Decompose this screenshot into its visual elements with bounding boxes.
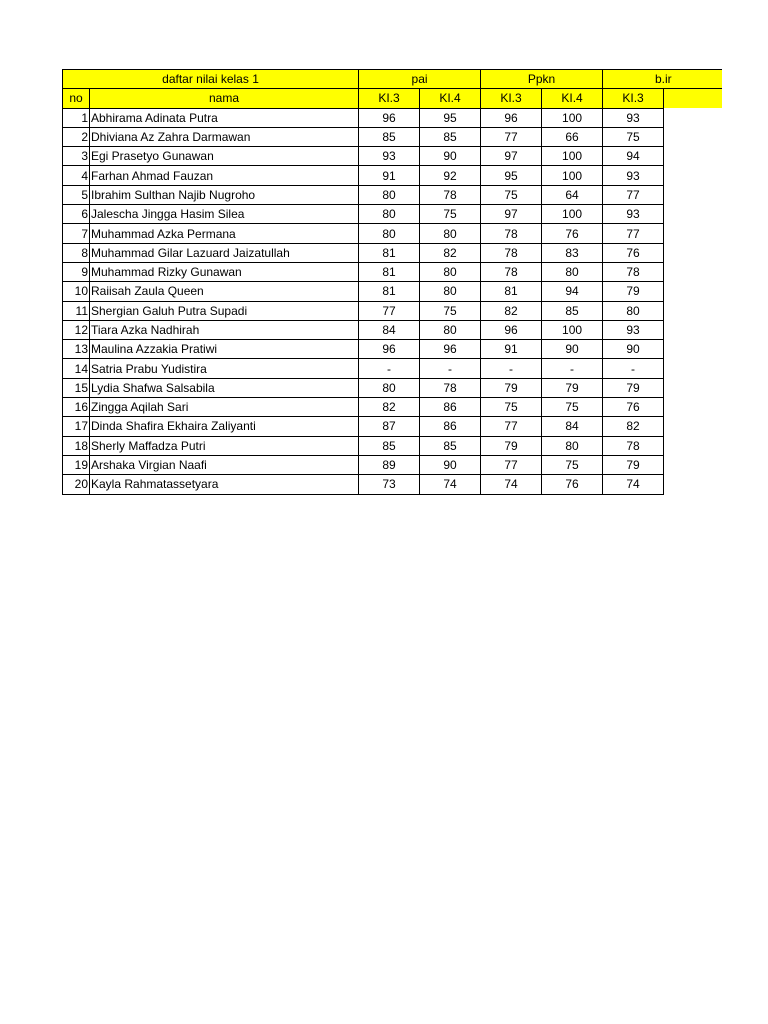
cell-ppkn-ki3[interactable]: 95 — [481, 166, 542, 185]
cell-pai-ki4[interactable]: 80 — [420, 262, 481, 281]
cell-ppkn-ki4[interactable]: 76 — [542, 224, 603, 243]
cell-pai-ki3[interactable]: 80 — [359, 224, 420, 243]
cell-no[interactable]: 13 — [63, 340, 90, 359]
cell-nama[interactable]: Jalescha Jingga Hasim Silea — [90, 205, 359, 224]
cell-no[interactable]: 9 — [63, 262, 90, 281]
cell-bi-ki3[interactable]: 80 — [603, 301, 664, 320]
cell-no[interactable]: 5 — [63, 185, 90, 204]
cell-nama[interactable]: Tiara Azka Nadhirah — [90, 320, 359, 339]
table-row — [63, 224, 723, 243]
cell-ppkn-ki3[interactable]: 77 — [481, 127, 542, 146]
cell-pai-ki3[interactable]: 81 — [359, 282, 420, 301]
cell-no[interactable]: 14 — [63, 359, 90, 378]
cell-nama[interactable]: Zingga Aqilah Sari — [90, 398, 359, 417]
cell-ppkn-ki4[interactable]: 80 — [542, 262, 603, 281]
cell-pai-ki4[interactable]: 96 — [420, 340, 481, 359]
cell-nama[interactable]: Muhammad Azka Permana — [90, 224, 359, 243]
cell-pai-ki4[interactable]: 78 — [420, 378, 481, 397]
cell-ppkn-ki4[interactable]: 100 — [542, 320, 603, 339]
cell-ppkn-ki3[interactable]: 79 — [481, 436, 542, 455]
cell-pai-ki3[interactable]: 85 — [359, 127, 420, 146]
cell-bi-ki3[interactable]: 79 — [603, 455, 664, 474]
cell-bi-ki3[interactable]: 77 — [603, 185, 664, 204]
cell-ppkn-ki4[interactable]: 75 — [542, 398, 603, 417]
table-row — [63, 166, 723, 185]
cell-nama[interactable]: Dhiviana Az Zahra Darmawan — [90, 127, 359, 146]
grade-sheet — [62, 69, 722, 497]
cell-pai-ki4[interactable]: 74 — [420, 475, 481, 494]
cell-no[interactable]: 4 — [63, 166, 90, 185]
col-header-ppkn-ki3[interactable]: KI.3 — [481, 89, 542, 108]
cell-no[interactable]: 8 — [63, 243, 90, 262]
cell-no[interactable]: 12 — [63, 320, 90, 339]
cell-ppkn-ki3[interactable]: 77 — [481, 455, 542, 474]
table-row — [63, 205, 723, 224]
cell-nama[interactable]: Arshaka Virgian Naafi — [90, 455, 359, 474]
cell-bi-ki3[interactable]: 90 — [603, 340, 664, 359]
cell-ppkn-ki3[interactable]: - — [481, 359, 542, 378]
cell-nama[interactable]: Muhammad Rizky Gunawan — [90, 262, 359, 281]
cell-ppkn-ki3[interactable]: 77 — [481, 417, 542, 436]
cell-ppkn-ki3[interactable]: 96 — [481, 108, 542, 127]
cell-bi-ki3[interactable]: 75 — [603, 127, 664, 146]
table-row — [63, 185, 723, 204]
cell-bi-ki3[interactable]: 79 — [603, 282, 664, 301]
cell-ppkn-ki4[interactable]: 66 — [542, 127, 603, 146]
cell-pai-ki3[interactable]: 81 — [359, 243, 420, 262]
col-header-nama[interactable]: nama — [90, 89, 359, 108]
cell-ppkn-ki3[interactable]: 82 — [481, 301, 542, 320]
cell-ppkn-ki4[interactable]: 100 — [542, 166, 603, 185]
cell-ppkn-ki4[interactable]: 100 — [542, 108, 603, 127]
table-row — [63, 262, 723, 281]
cell-pai-ki4[interactable]: 92 — [420, 166, 481, 185]
cell-ppkn-ki3[interactable]: 96 — [481, 320, 542, 339]
table-row — [63, 108, 723, 127]
cell-pai-ki4[interactable]: 75 — [420, 301, 481, 320]
cell-ppkn-ki4[interactable]: 100 — [542, 205, 603, 224]
cell-ppkn-ki4[interactable]: 90 — [542, 340, 603, 359]
cell-no[interactable]: 7 — [63, 224, 90, 243]
col-header-bi-ki3[interactable]: KI.3 — [603, 89, 664, 108]
cell-nama[interactable]: Raiisah Zaula Queen — [90, 282, 359, 301]
table-row — [63, 378, 723, 397]
cell-pai-ki4[interactable]: 80 — [420, 320, 481, 339]
table-row — [63, 455, 723, 474]
col-header-ppkn-ki4[interactable]: KI.4 — [542, 89, 603, 108]
cell-pai-ki4[interactable]: 90 — [420, 455, 481, 474]
table-row — [63, 127, 723, 146]
cell-no[interactable]: 10 — [63, 282, 90, 301]
cell-ppkn-ki4[interactable]: 80 — [542, 436, 603, 455]
cell-bi-ki3[interactable]: 77 — [603, 224, 664, 243]
cell-ppkn-ki3[interactable]: 78 — [481, 224, 542, 243]
cell-pai-ki4[interactable]: - — [420, 359, 481, 378]
cell-no[interactable]: 20 — [63, 475, 90, 494]
cell-nama[interactable]: Farhan Ahmad Fauzan — [90, 166, 359, 185]
cell-pai-ki3[interactable]: 93 — [359, 147, 420, 166]
cell-nama[interactable]: Maulina Azzakia Pratiwi — [90, 340, 359, 359]
cell-pai-ki4[interactable]: 90 — [420, 147, 481, 166]
cell-bi-ki3[interactable]: 76 — [603, 398, 664, 417]
cell-no[interactable]: 11 — [63, 301, 90, 320]
cell-no[interactable]: 19 — [63, 455, 90, 474]
cell-no[interactable]: 2 — [63, 127, 90, 146]
cell-bi-ki3[interactable]: 82 — [603, 417, 664, 436]
col-header-no[interactable]: no — [63, 89, 90, 108]
cell-nama[interactable]: Dinda Shafira Ekhaira Zaliyanti — [90, 417, 359, 436]
cell-ppkn-ki4[interactable]: 100 — [542, 147, 603, 166]
col-header-pai-ki4[interactable]: KI.4 — [420, 89, 481, 108]
cell-ppkn-ki3[interactable]: 79 — [481, 378, 542, 397]
table-row — [63, 147, 723, 166]
cell-no[interactable]: 15 — [63, 378, 90, 397]
cell-ppkn-ki4[interactable]: 76 — [542, 475, 603, 494]
cell-ppkn-ki3[interactable]: 75 — [481, 398, 542, 417]
table-row — [63, 340, 723, 359]
cell-pai-ki3[interactable]: 77 — [359, 301, 420, 320]
cell-ppkn-ki4[interactable]: 79 — [542, 378, 603, 397]
cell-ppkn-ki3[interactable]: 97 — [481, 205, 542, 224]
cell-ppkn-ki3[interactable]: 78 — [481, 262, 542, 281]
table-row — [63, 320, 723, 339]
cell-no[interactable]: 16 — [63, 398, 90, 417]
cell-nama[interactable]: Shergian Galuh Putra Supadi — [90, 301, 359, 320]
cell-ppkn-ki3[interactable]: 81 — [481, 282, 542, 301]
cell-pai-ki4[interactable]: 85 — [420, 127, 481, 146]
cell-no[interactable]: 18 — [63, 436, 90, 455]
table-row — [63, 475, 723, 494]
table-row — [63, 301, 723, 320]
cell-pai-ki3[interactable]: - — [359, 359, 420, 378]
cell-pai-ki3[interactable]: 91 — [359, 166, 420, 185]
cell-pai-ki4[interactable]: 82 — [420, 243, 481, 262]
cell-pai-ki4[interactable]: 86 — [420, 398, 481, 417]
header-row-columns — [63, 89, 723, 108]
cell-pai-ki4[interactable]: 80 — [420, 282, 481, 301]
table-row — [63, 436, 723, 455]
cell-pai-ki4[interactable]: 95 — [420, 108, 481, 127]
cell-ppkn-ki3[interactable]: 91 — [481, 340, 542, 359]
cell-bi-ki3[interactable]: 78 — [603, 436, 664, 455]
cell-pai-ki3[interactable]: 87 — [359, 417, 420, 436]
cell-pai-ki4[interactable]: 85 — [420, 436, 481, 455]
cell-ppkn-ki4[interactable]: 84 — [542, 417, 603, 436]
sheet-title[interactable]: daftar nilai kelas 1 — [63, 70, 359, 89]
cell-bi-ki3[interactable]: 94 — [603, 147, 664, 166]
cell-bi-ki3[interactable]: 93 — [603, 320, 664, 339]
cell-bi-ki3[interactable]: 93 — [603, 108, 664, 127]
cell-pai-ki3[interactable]: 82 — [359, 398, 420, 417]
cell-ppkn-ki4[interactable]: 64 — [542, 185, 603, 204]
group-header-ppkn[interactable]: Ppkn — [481, 70, 603, 89]
table-row — [63, 398, 723, 417]
cell-pai-ki3[interactable]: 96 — [359, 340, 420, 359]
cell-ppkn-ki4[interactable]: - — [542, 359, 603, 378]
cell-ppkn-ki3[interactable]: 97 — [481, 147, 542, 166]
cell-nama[interactable]: Lydia Shafwa Salsabila — [90, 378, 359, 397]
cell-bi-ki3[interactable]: 93 — [603, 205, 664, 224]
cell-pai-ki3[interactable]: 85 — [359, 436, 420, 455]
cell-ppkn-ki4[interactable]: 85 — [542, 301, 603, 320]
group-header-pai[interactable]: pai — [359, 70, 481, 89]
table-row — [63, 417, 723, 436]
cell-pai-ki3[interactable]: 80 — [359, 205, 420, 224]
table-row — [63, 359, 723, 378]
header-row-groups — [63, 70, 723, 89]
cell-nama[interactable]: Abhirama Adinata Putra — [90, 108, 359, 127]
cell-bi-ki3[interactable]: - — [603, 359, 664, 378]
cell-pai-ki4[interactable]: 86 — [420, 417, 481, 436]
cell-bi-ki3[interactable]: 79 — [603, 378, 664, 397]
cell-ppkn-ki3[interactable]: 75 — [481, 185, 542, 204]
cell-pai-ki4[interactable]: 80 — [420, 224, 481, 243]
cell-pai-ki3[interactable]: 81 — [359, 262, 420, 281]
col-header-pai-ki3[interactable]: KI.3 — [359, 89, 420, 108]
cell-ppkn-ki4[interactable]: 83 — [542, 243, 603, 262]
cell-pai-ki4[interactable]: 75 — [420, 205, 481, 224]
cell-ppkn-ki3[interactable]: 74 — [481, 475, 542, 494]
cell-nama[interactable]: Sherly Maffadza Putri — [90, 436, 359, 455]
cell-pai-ki4[interactable]: 78 — [420, 185, 481, 204]
cell-ppkn-ki4[interactable]: 94 — [542, 282, 603, 301]
cell-no[interactable]: 6 — [63, 205, 90, 224]
col-header-bi-ki4-empty[interactable] — [664, 89, 722, 108]
cell-bi-ki3[interactable]: 74 — [603, 475, 664, 494]
cell-ppkn-ki4[interactable]: 75 — [542, 455, 603, 474]
cell-nama[interactable]: Muhammad Gilar Lazuard Jaizatullah — [90, 243, 359, 262]
cell-pai-ki3[interactable]: 80 — [359, 378, 420, 397]
cell-nama[interactable]: Egi Prasetyo Gunawan — [90, 147, 359, 166]
cell-pai-ki3[interactable]: 73 — [359, 475, 420, 494]
cell-ppkn-ki3[interactable]: 78 — [481, 243, 542, 262]
cell-pai-ki3[interactable]: 80 — [359, 185, 420, 204]
grade-table — [62, 69, 722, 495]
cell-nama[interactable]: Ibrahim Sulthan Najib Nugroho — [90, 185, 359, 204]
cell-nama[interactable]: Satria Prabu Yudistira — [90, 359, 359, 378]
cell-bi-ki3[interactable]: 93 — [603, 166, 664, 185]
table-row — [63, 243, 723, 262]
cell-no[interactable]: 3 — [63, 147, 90, 166]
cell-pai-ki3[interactable]: 96 — [359, 108, 420, 127]
cell-pai-ki3[interactable]: 84 — [359, 320, 420, 339]
cell-no[interactable]: 1 — [63, 108, 90, 127]
table-row — [63, 282, 723, 301]
cell-no[interactable]: 17 — [63, 417, 90, 436]
cell-pai-ki3[interactable]: 89 — [359, 455, 420, 474]
cell-bi-ki3[interactable]: 76 — [603, 243, 664, 262]
cell-nama[interactable]: Kayla Rahmatassetyara — [90, 475, 359, 494]
cell-bi-ki3[interactable]: 78 — [603, 262, 664, 281]
group-header-bi[interactable]: b.ir — [603, 70, 722, 89]
